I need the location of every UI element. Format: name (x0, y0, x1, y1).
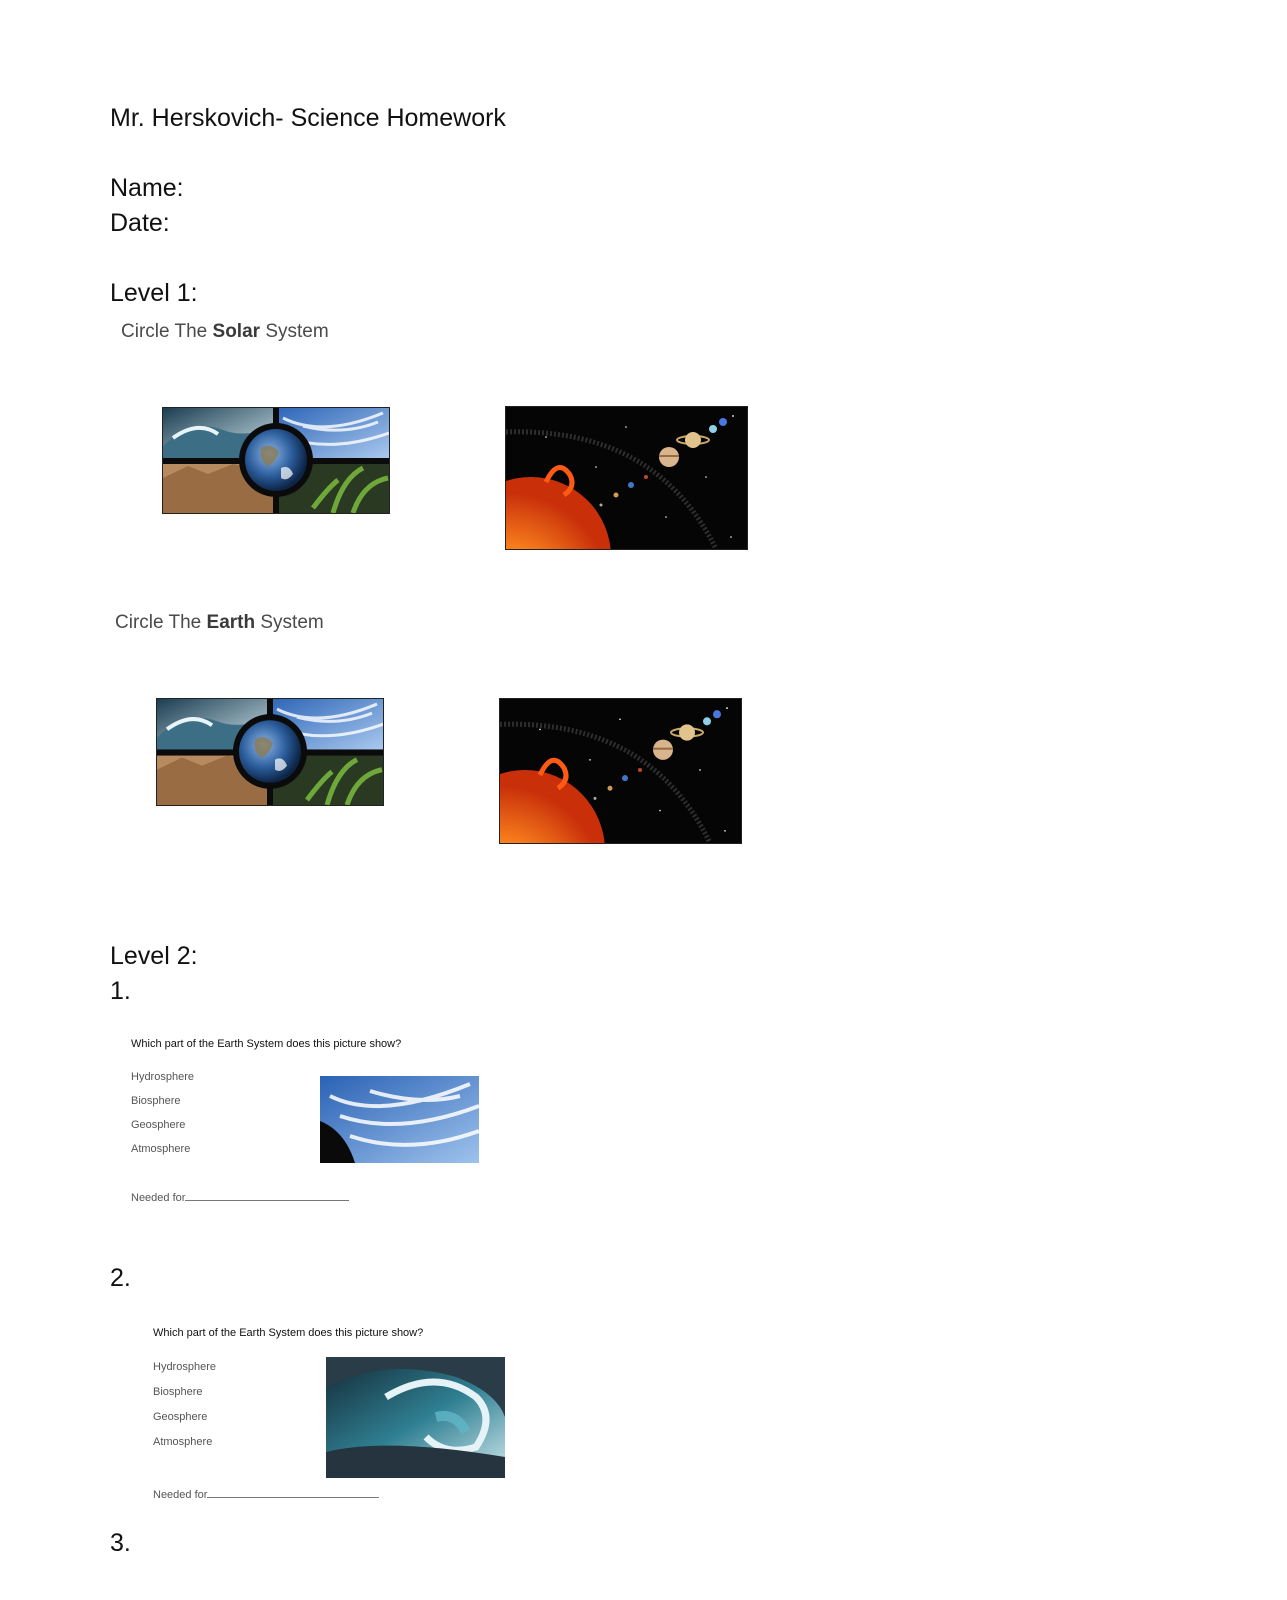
option-biosphere[interactable]: Biosphere (131, 1095, 181, 1107)
name-label: Name: (110, 174, 184, 202)
earth-instruction: Circle The Earth System (115, 612, 324, 633)
question-prompt: Which part of the Earth System does this picture show? (131, 1038, 402, 1050)
question-number: 3. (110, 1529, 131, 1557)
option-atmosphere[interactable]: Atmosphere (153, 1436, 213, 1448)
option-geosphere[interactable]: Geosphere (153, 1411, 208, 1423)
question-prompt: Which part of the Earth System does this picture show? (153, 1327, 424, 1339)
solar-system-image[interactable] (499, 698, 742, 844)
solar-instruction: Circle The Solar System (121, 321, 329, 342)
needed-for-line: Needed for (131, 1190, 349, 1204)
option-geosphere[interactable]: Geosphere (131, 1119, 186, 1131)
answer-blank[interactable] (207, 1487, 379, 1498)
date-label: Date: (110, 209, 170, 237)
answer-blank[interactable] (185, 1190, 349, 1201)
hydrosphere-wave-image (326, 1357, 505, 1478)
question-number: 2. (110, 1264, 131, 1292)
level-1-heading: Level 1: (110, 279, 198, 307)
question-number: 1. (110, 977, 131, 1005)
option-hydrosphere[interactable]: Hydrosphere (131, 1071, 194, 1083)
option-hydrosphere[interactable]: Hydrosphere (153, 1361, 216, 1373)
option-atmosphere[interactable]: Atmosphere (131, 1143, 191, 1155)
option-biosphere[interactable]: Biosphere (153, 1386, 203, 1398)
needed-for-line: Needed for (153, 1487, 379, 1501)
atmosphere-sky-image (320, 1076, 479, 1163)
page-title: Mr. Herskovich- Science Homework (110, 104, 506, 132)
solar-system-image[interactable] (505, 406, 748, 550)
earth-system-image[interactable] (162, 407, 390, 514)
level-2-heading: Level 2: (110, 942, 198, 970)
earth-system-image[interactable] (156, 698, 384, 806)
